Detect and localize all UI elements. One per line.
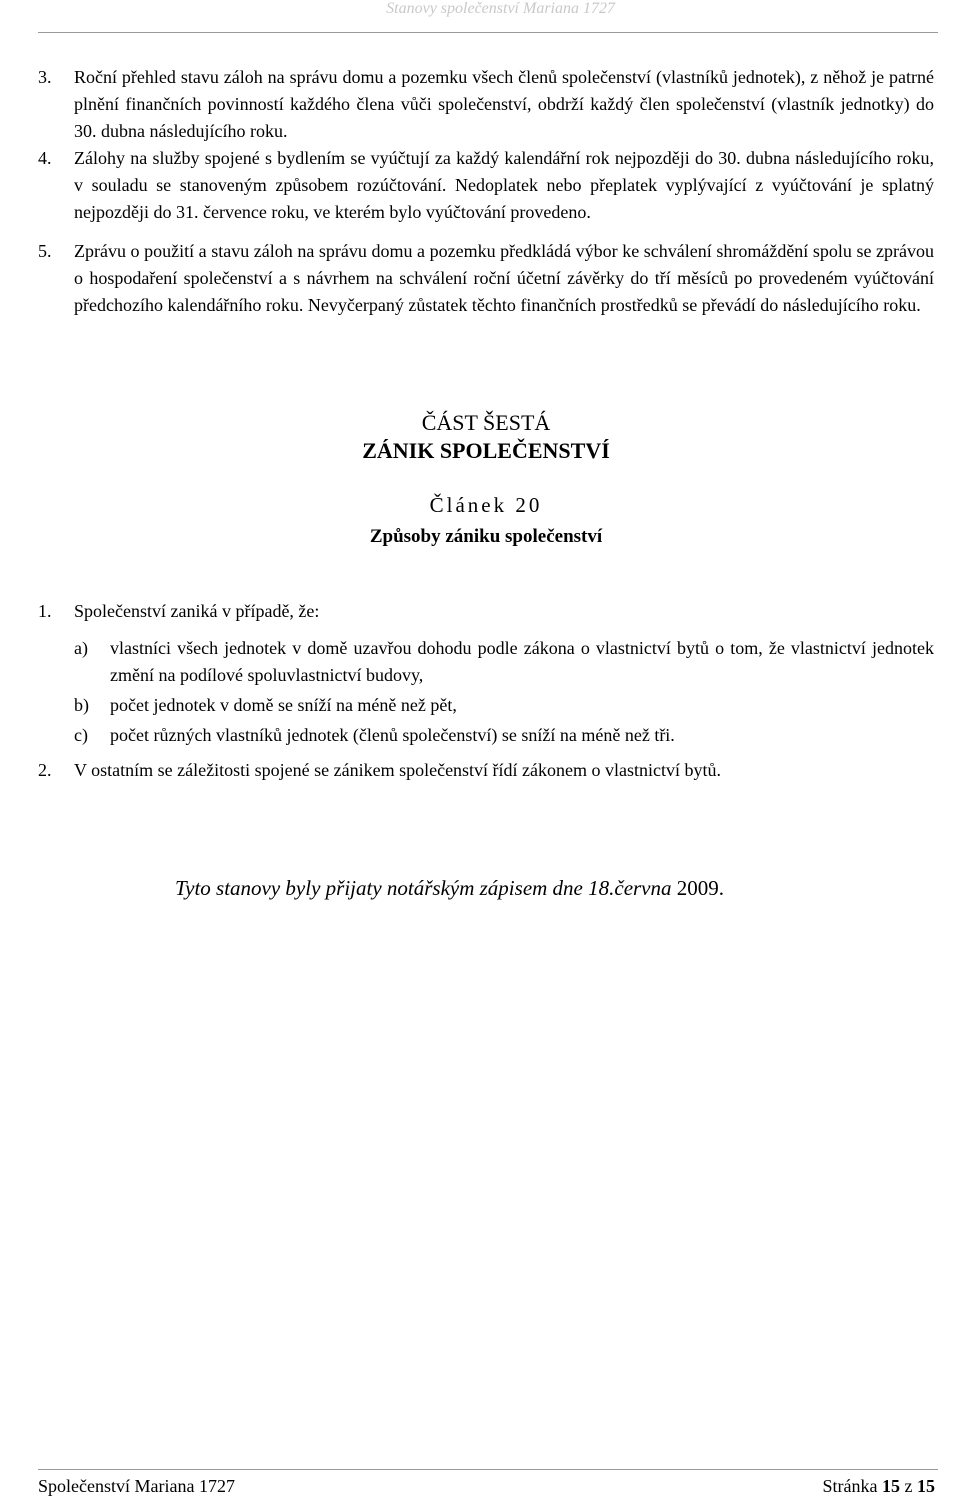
closing-year: 2009. xyxy=(676,876,725,900)
article-title: Způsoby zániku společenství xyxy=(369,526,603,547)
paragraph-text: Zprávu o použití a stavu záloh na správu domu a pozemku předkládá výbor ke schválení shromáždění spolu se zprávou o hospodaření společenství a s návrhem na schválení roční účetní závěrky do tří měsíců po provedeném vyúčtování předchozího kalendářního roku. Nevyčerpaný zůstatek těchto finančních prostředků se převádí do následujícího roku. xyxy=(74,241,934,315)
paragraph-number: 5. xyxy=(38,241,52,261)
article-item-1 xyxy=(38,598,934,749)
part-heading: ČÁST ŠESTÁ xyxy=(421,410,551,435)
sub-item-letter: b) xyxy=(74,695,89,715)
sub-item-c xyxy=(38,722,934,749)
page-content xyxy=(38,64,934,784)
item-number: 1. xyxy=(38,601,52,621)
paragraph-text: Roční přehled stavu záloh na správu domu a pozemku všech členů společenství (vlastníků jednotek), z něhož je patrné plnění finančních povinností každého člena vůči společenství, obdrží každý člen společenství (vlastník jednotky) do 30. dubna následujícího roku. xyxy=(74,67,934,141)
part-title: ZÁNIK SPOLEČENSTVÍ xyxy=(362,438,610,463)
page-number xyxy=(823,1476,935,1497)
sub-item-a xyxy=(38,635,934,689)
footer-divider xyxy=(38,1469,938,1470)
sub-list xyxy=(38,635,934,749)
paragraph-number: 3. xyxy=(38,67,52,87)
paragraph-3 xyxy=(38,64,934,145)
footer-organization: Společenství Mariana 1727 xyxy=(38,1476,235,1496)
sub-item-text: počet různých vlastníků jednotek (členů společenství) se sníží na méně než tři. xyxy=(110,725,675,745)
paragraph-5 xyxy=(38,238,934,319)
header-divider xyxy=(38,32,938,33)
sub-item-b xyxy=(38,692,934,719)
paragraph-4 xyxy=(38,145,934,226)
page-total: 15 xyxy=(917,1476,935,1496)
page-prefix: Stránka xyxy=(822,1476,878,1496)
sub-item-text: vlastníci všech jednotek v domě uzavřou dohodu podle zákona o vlastnictví bytů o tom, že vlastnictví jednotek změní na podílové spoluvlastnictví budovy, xyxy=(110,638,934,685)
article-label: Článek 20 xyxy=(429,493,543,517)
article-item-2 xyxy=(38,757,934,784)
page-separator: z xyxy=(904,1476,913,1496)
sub-item-letter: a) xyxy=(74,638,88,658)
sub-item-text: počet jednotek v domě se sníží na méně než pět, xyxy=(110,695,457,715)
sub-item-letter: c) xyxy=(74,725,88,745)
page-current: 15 xyxy=(882,1476,900,1496)
running-header: Stanovy společenství Mariana 1727 xyxy=(386,0,615,17)
item-text: Společenství zaniká v případě, že: xyxy=(74,601,320,621)
closing-statement xyxy=(175,876,724,901)
closing-text: Tyto stanovy byly přijaty notářským zápisem dne 18.června xyxy=(175,876,672,900)
paragraph-number: 4. xyxy=(38,148,52,168)
item-text: V ostatním se záležitosti spojené se zánikem společenství řídí zákonem o vlastnictví bytů. xyxy=(74,760,722,780)
item-number: 2. xyxy=(38,760,52,780)
paragraph-text: Zálohy na služby spojené s bydlením se vyúčtují za každý kalendářní rok nejpozději do 30. dubna následujícího roku, v souladu se stanoveným způsobem rozúčtování. Nedoplatek nebo přeplatek vyplývající z vyúčtování je splatný nejpozději do 31. července roku, ve kterém bylo vyúčtování provedeno. xyxy=(74,148,934,222)
